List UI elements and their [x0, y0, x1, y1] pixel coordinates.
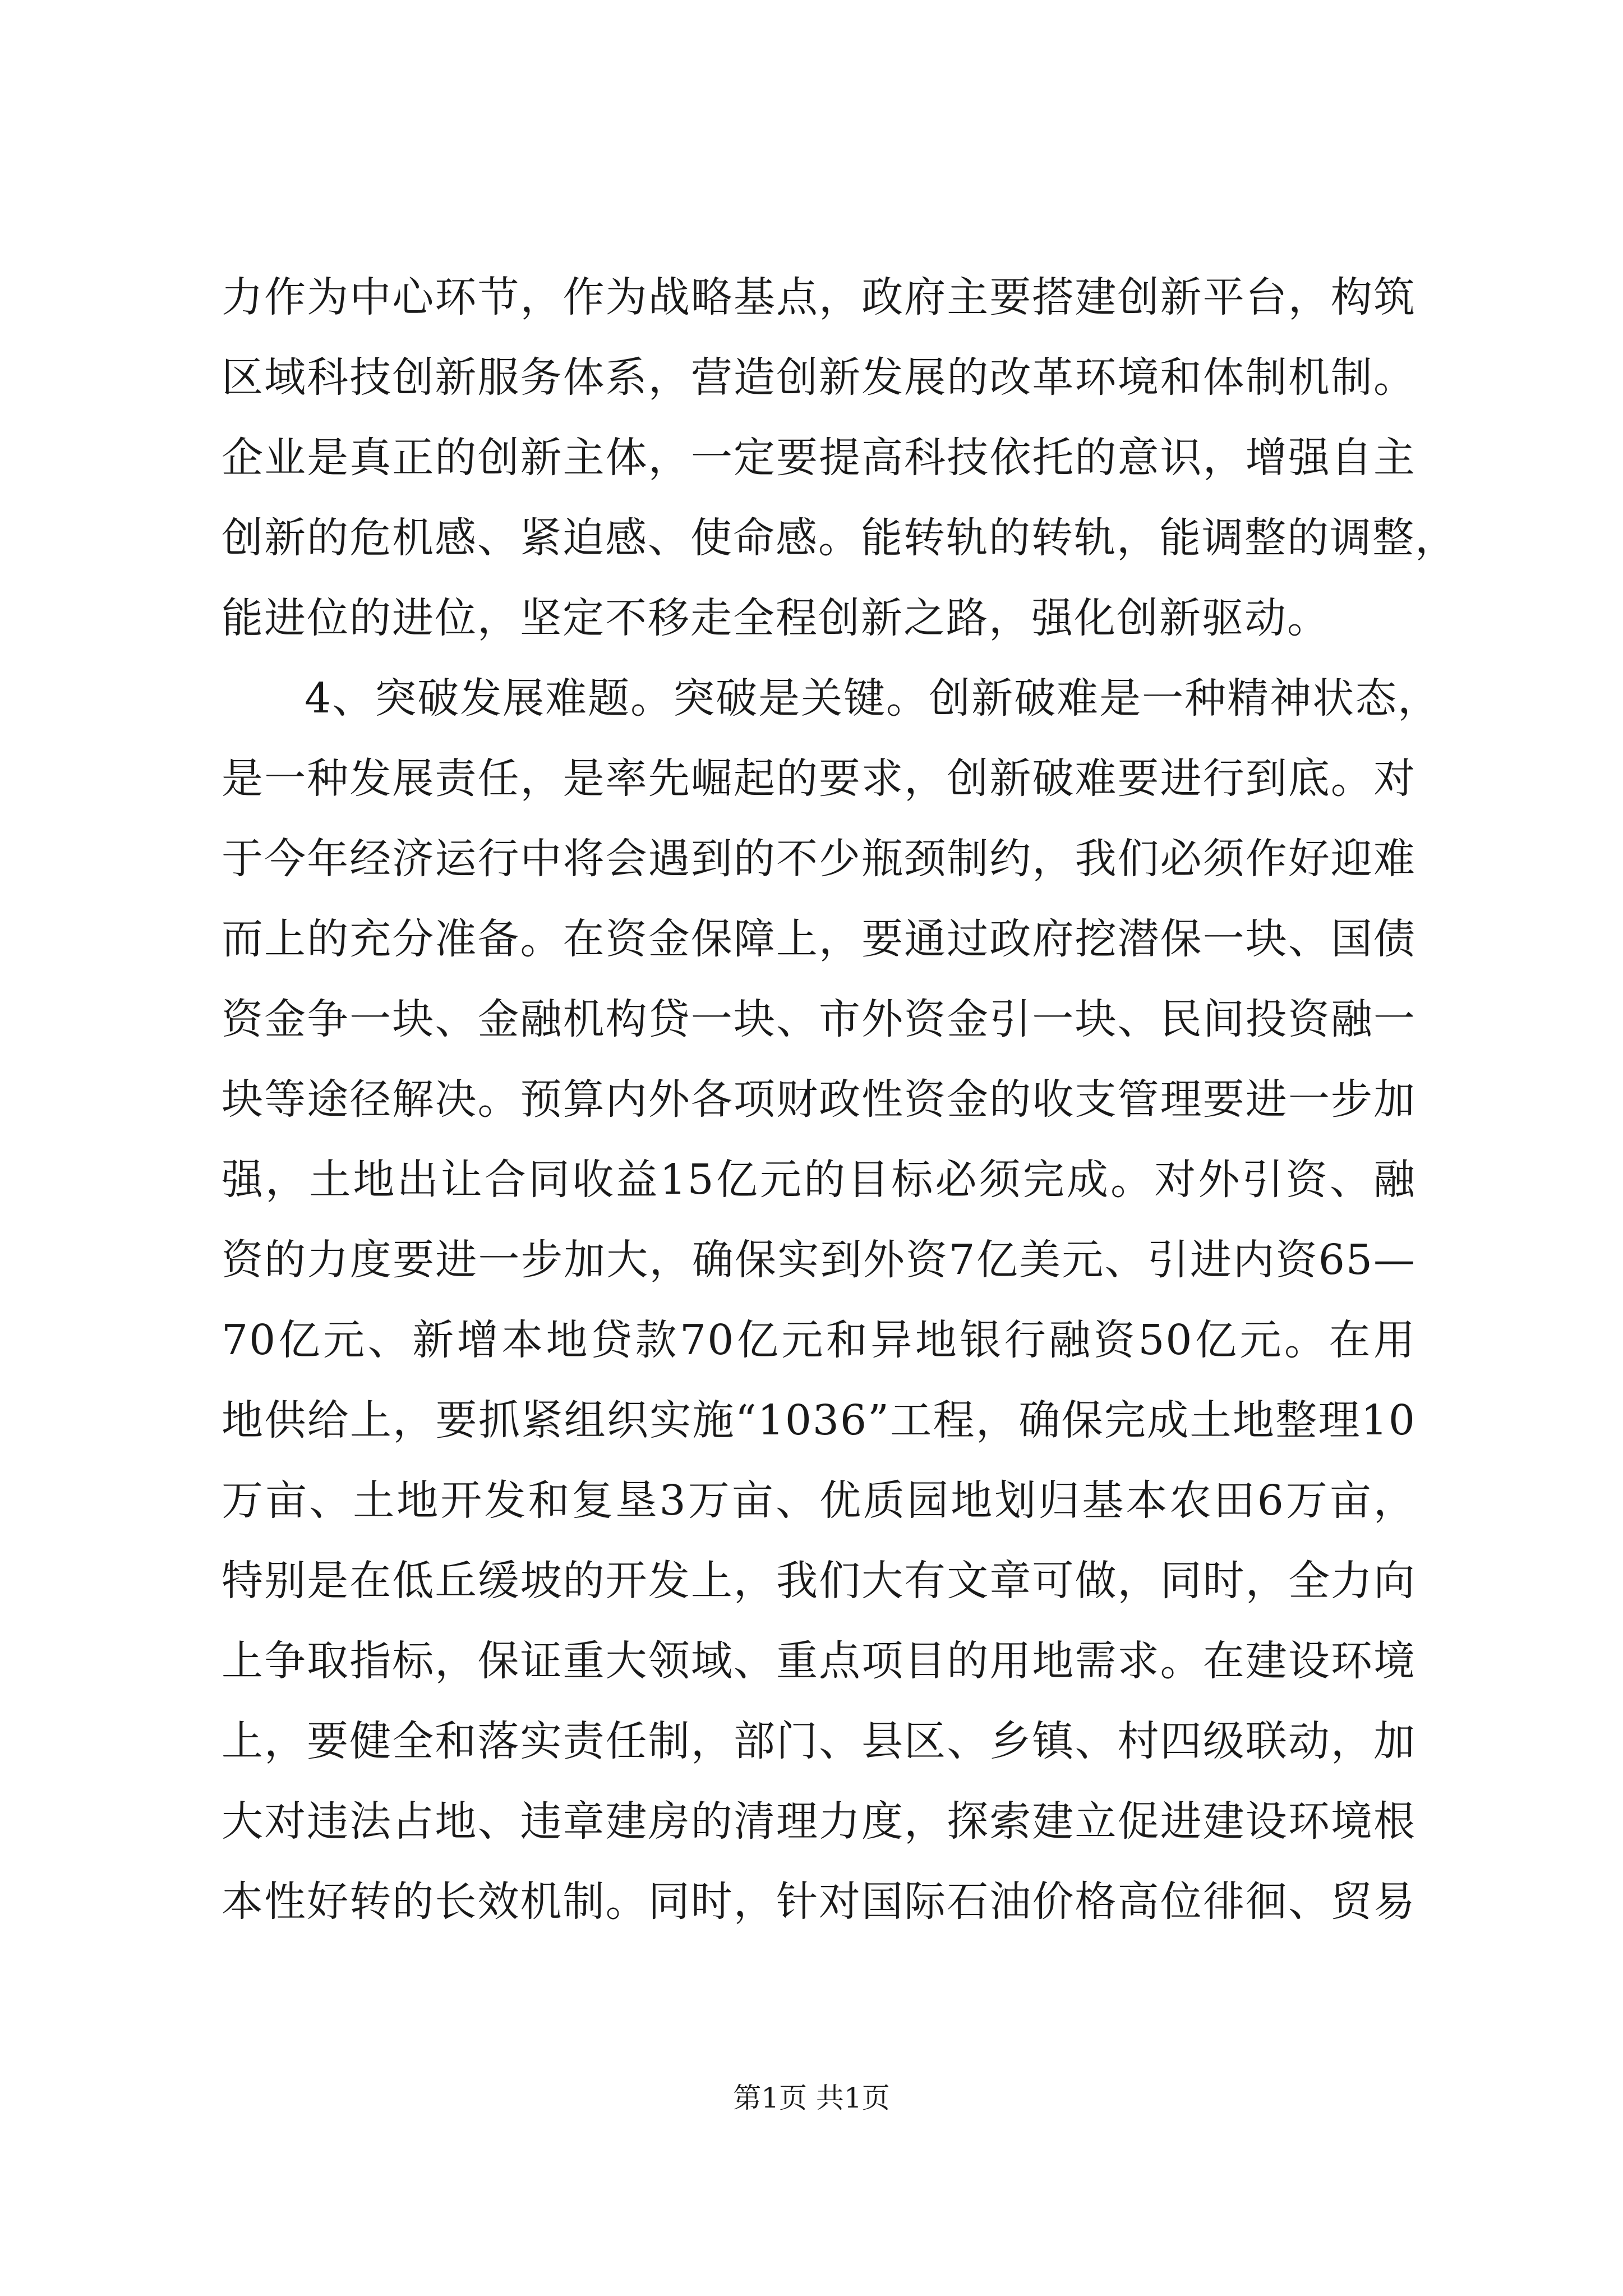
text-line: 上争取指标，保证重大领域、重点项目的用地需求。在建设环境 — [222, 1637, 1416, 1685]
text-line: 能进位的进位，坚定不移走全程创新之路，强化创新驱动。 — [222, 594, 1330, 642]
text-line: 而上的充分准备。在资金保障上，要通过政府挖潜保一块、国债 — [222, 915, 1416, 963]
text-line: 资的力度要进一步加大，确保实到外资7亿美元、引进内资65— — [222, 1236, 1416, 1284]
text-line: 特别是在低丘缓坡的开发上，我们大有文章可做，同时，全力向 — [222, 1557, 1416, 1605]
text-line: 上，要健全和落实责任制，部门、县区、乡镇、村四级联动，加 — [222, 1717, 1416, 1765]
text-line: 本性好转的长效机制。同时，针对国际石油价格高位徘徊、贸易 — [222, 1878, 1416, 1926]
text-line: 是一种发展责任，是率先崛起的要求，创新破难要进行到底。对 — [222, 754, 1416, 803]
text-line: 70亿元、新增本地贷款70亿元和异地银行融资50亿元。在用 — [222, 1316, 1416, 1364]
text-line: 强，土地出让合同收益15亿元的目标必须完成。对外引资、融 — [222, 1156, 1416, 1204]
text-line: 地供给上，要抓紧组织实施“1036”工程，确保完成土地整理10 — [222, 1396, 1416, 1444]
text-line: 大对违法占地、违章建房的清理力度，探索建立促进建设环境根 — [222, 1797, 1416, 1846]
text-line: 力作为中心环节，作为战略基点，政府主要搭建创新平台，构筑 — [222, 273, 1416, 321]
text-line: 块等途径解决。预算内外各项财政性资金的收支管理要进一步加 — [222, 1075, 1416, 1124]
text-line: 创新的危机感、紧迫感、使命感。能转轨的转轨，能调整的调整， — [222, 514, 1458, 562]
text-line: 万亩、土地开发和复垦3万亩、优质园地划归基本农田6万亩， — [222, 1476, 1416, 1525]
text-line: 企业是真正的创新主体，一定要提高科技依托的意识，增强自主 — [222, 434, 1416, 482]
paragraph-start-line: 4、突破发展难题。突破是关键。创新破难是一种精神状态， — [305, 674, 1441, 723]
text-line: 区域科技创新服务体系，营造创新发展的改革环境和体制机制。 — [222, 353, 1416, 402]
page-footer: 第1页 共1页 — [733, 2082, 890, 2114]
text-line: 于今年经济运行中将会遇到的不少瓶颈制约，我们必须作好迎难 — [222, 835, 1416, 883]
text-line: 资金争一块、金融机构贷一块、市外资金引一块、民间投资融一 — [222, 995, 1416, 1043]
